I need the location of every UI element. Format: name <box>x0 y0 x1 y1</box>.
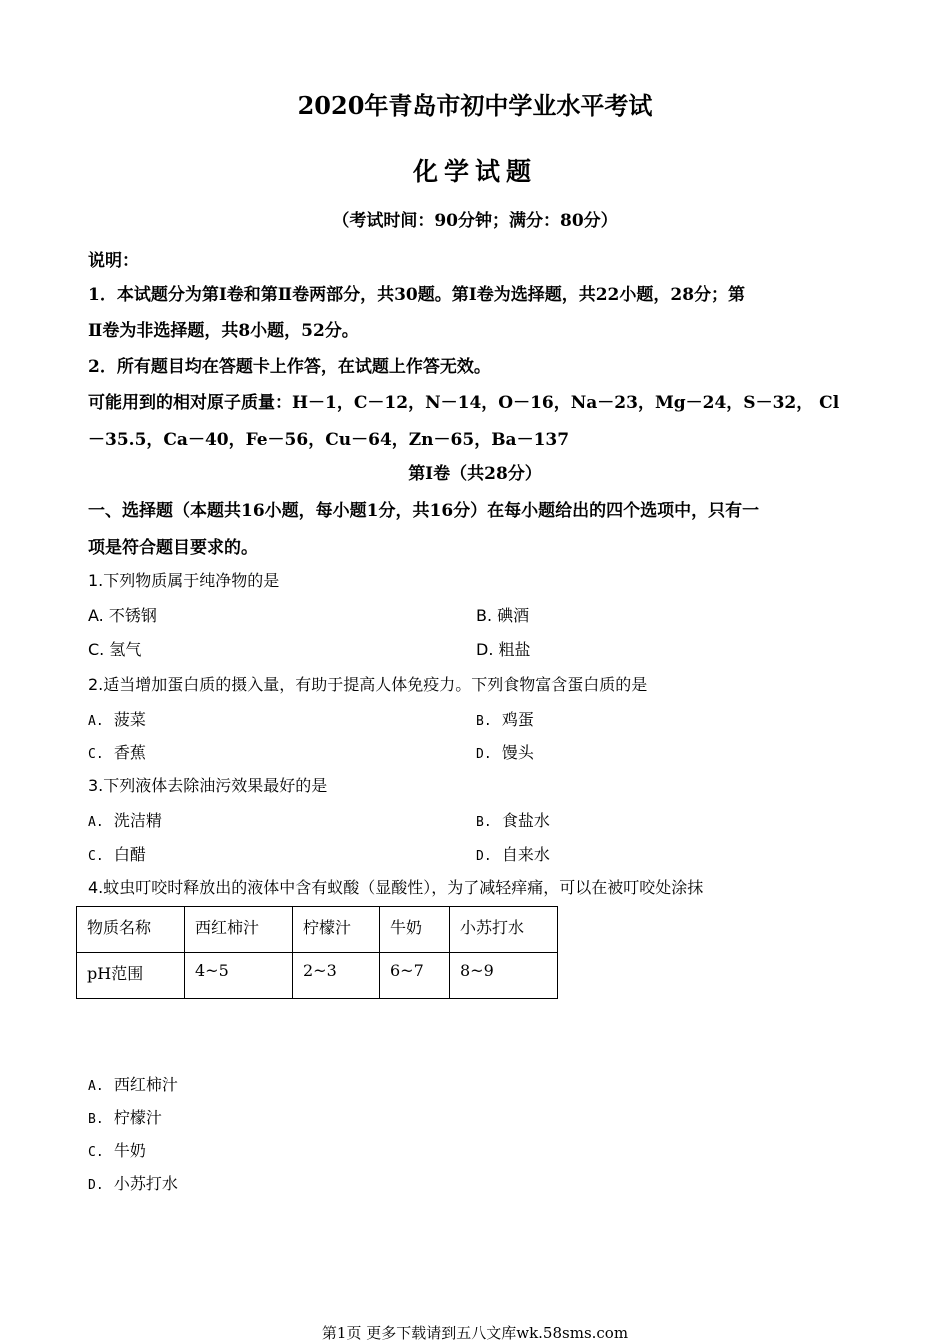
table-cell: pH范围 <box>77 953 185 999</box>
section-heading: 第Ⅰ卷（共28分） <box>408 464 542 484</box>
q1-option-d[interactable]: D. 粗盐 <box>476 640 531 659</box>
q4-option-d[interactable]: D. 小苏打水 <box>88 1174 178 1193</box>
exam-title: 2020年青岛市初中学业水平考试 <box>297 91 653 120</box>
section-instructions-line1: 一、选择题（本题共16小题，每小题1分，共16分）在每小题给出的四个选项中，只有一 <box>88 501 760 521</box>
table-cell: 6~7 <box>380 953 450 999</box>
table-cell: 柠檬汁 <box>293 907 380 953</box>
q1-option-c[interactable]: C. 氢气 <box>88 640 142 659</box>
table-cell: 物质名称 <box>77 907 185 953</box>
table-cell: 小苏打水 <box>450 907 558 953</box>
question-3: 3.下列液体去除油污效果最好的是 <box>88 776 328 795</box>
atomic-mass-line1: 可能用到的相对原子质量：H－1，C－12，N－14，O－16，Na－23，Mg－24，S－32， Cl <box>88 393 840 413</box>
table-cell: 4~5 <box>185 953 293 999</box>
q1-option-b[interactable]: B. 碘酒 <box>476 606 530 625</box>
notes-label: 说明： <box>88 251 139 271</box>
q3-option-c[interactable]: C. 白醋 <box>88 845 146 864</box>
q4-option-a[interactable]: A. 西红柿汁 <box>88 1075 178 1094</box>
q3-option-b[interactable]: B. 食盐水 <box>476 811 550 830</box>
q2-option-d[interactable]: D. 馒头 <box>476 743 534 762</box>
q4-option-b[interactable]: B. 柠檬汁 <box>88 1108 162 1127</box>
ph-table <box>76 906 558 999</box>
q2-option-b[interactable]: B. 鸡蛋 <box>476 710 534 729</box>
table-cell: 西红柿汁 <box>185 907 293 953</box>
notes-item1-line1: 1．本试题分为第Ⅰ卷和第Ⅱ卷两部分，共30题。第Ⅰ卷为选择题，共22小题，28分；第 <box>88 285 746 305</box>
question-2: 2.适当增加蛋白质的摄入量，有助于提高人体免疫力。下列食物富含蛋白质的是 <box>88 675 648 694</box>
atomic-mass-line2: －35.5，Ca－40，Fe－56，Cu－64，Zn－65，Ba－137 <box>88 430 570 450</box>
table-cell: 牛奶 <box>380 907 450 953</box>
q3-option-a[interactable]: A. 洗洁精 <box>88 811 162 830</box>
q1-option-a[interactable]: A. 不锈钢 <box>88 606 157 625</box>
q2-option-c[interactable]: C. 香蕉 <box>88 743 146 762</box>
question-1: 1.下列物质属于纯净物的是 <box>88 571 280 590</box>
q4-option-c[interactable]: C. 牛奶 <box>88 1141 146 1160</box>
subject-title: 化学试题 <box>412 157 537 186</box>
exam-info: （考试时间：90分钟；满分：80分） <box>332 211 618 231</box>
notes-item1-line2: Ⅱ卷为非选择题，共8小题，52分。 <box>88 321 359 341</box>
q3-option-d[interactable]: D. 自来水 <box>476 845 550 864</box>
table-header-row <box>77 907 558 953</box>
table-cell: 2~3 <box>293 953 380 999</box>
notes-item2: 2．所有题目均在答题卡上作答，在试题上作答无效。 <box>88 357 491 377</box>
page-footer: 第1页 更多下载请到五八文库wk.58sms.com <box>321 1324 629 1342</box>
table-cell: 8~9 <box>450 953 558 999</box>
question-4: 4.蚊虫叮咬时释放出的液体中含有蚁酸（显酸性），为了减轻痒痛，可以在被叮咬处涂抹 <box>88 878 704 897</box>
q2-option-a[interactable]: A. 菠菜 <box>88 710 146 729</box>
table-row <box>77 953 558 999</box>
section-instructions-line2: 项是符合题目要求的。 <box>88 538 258 558</box>
